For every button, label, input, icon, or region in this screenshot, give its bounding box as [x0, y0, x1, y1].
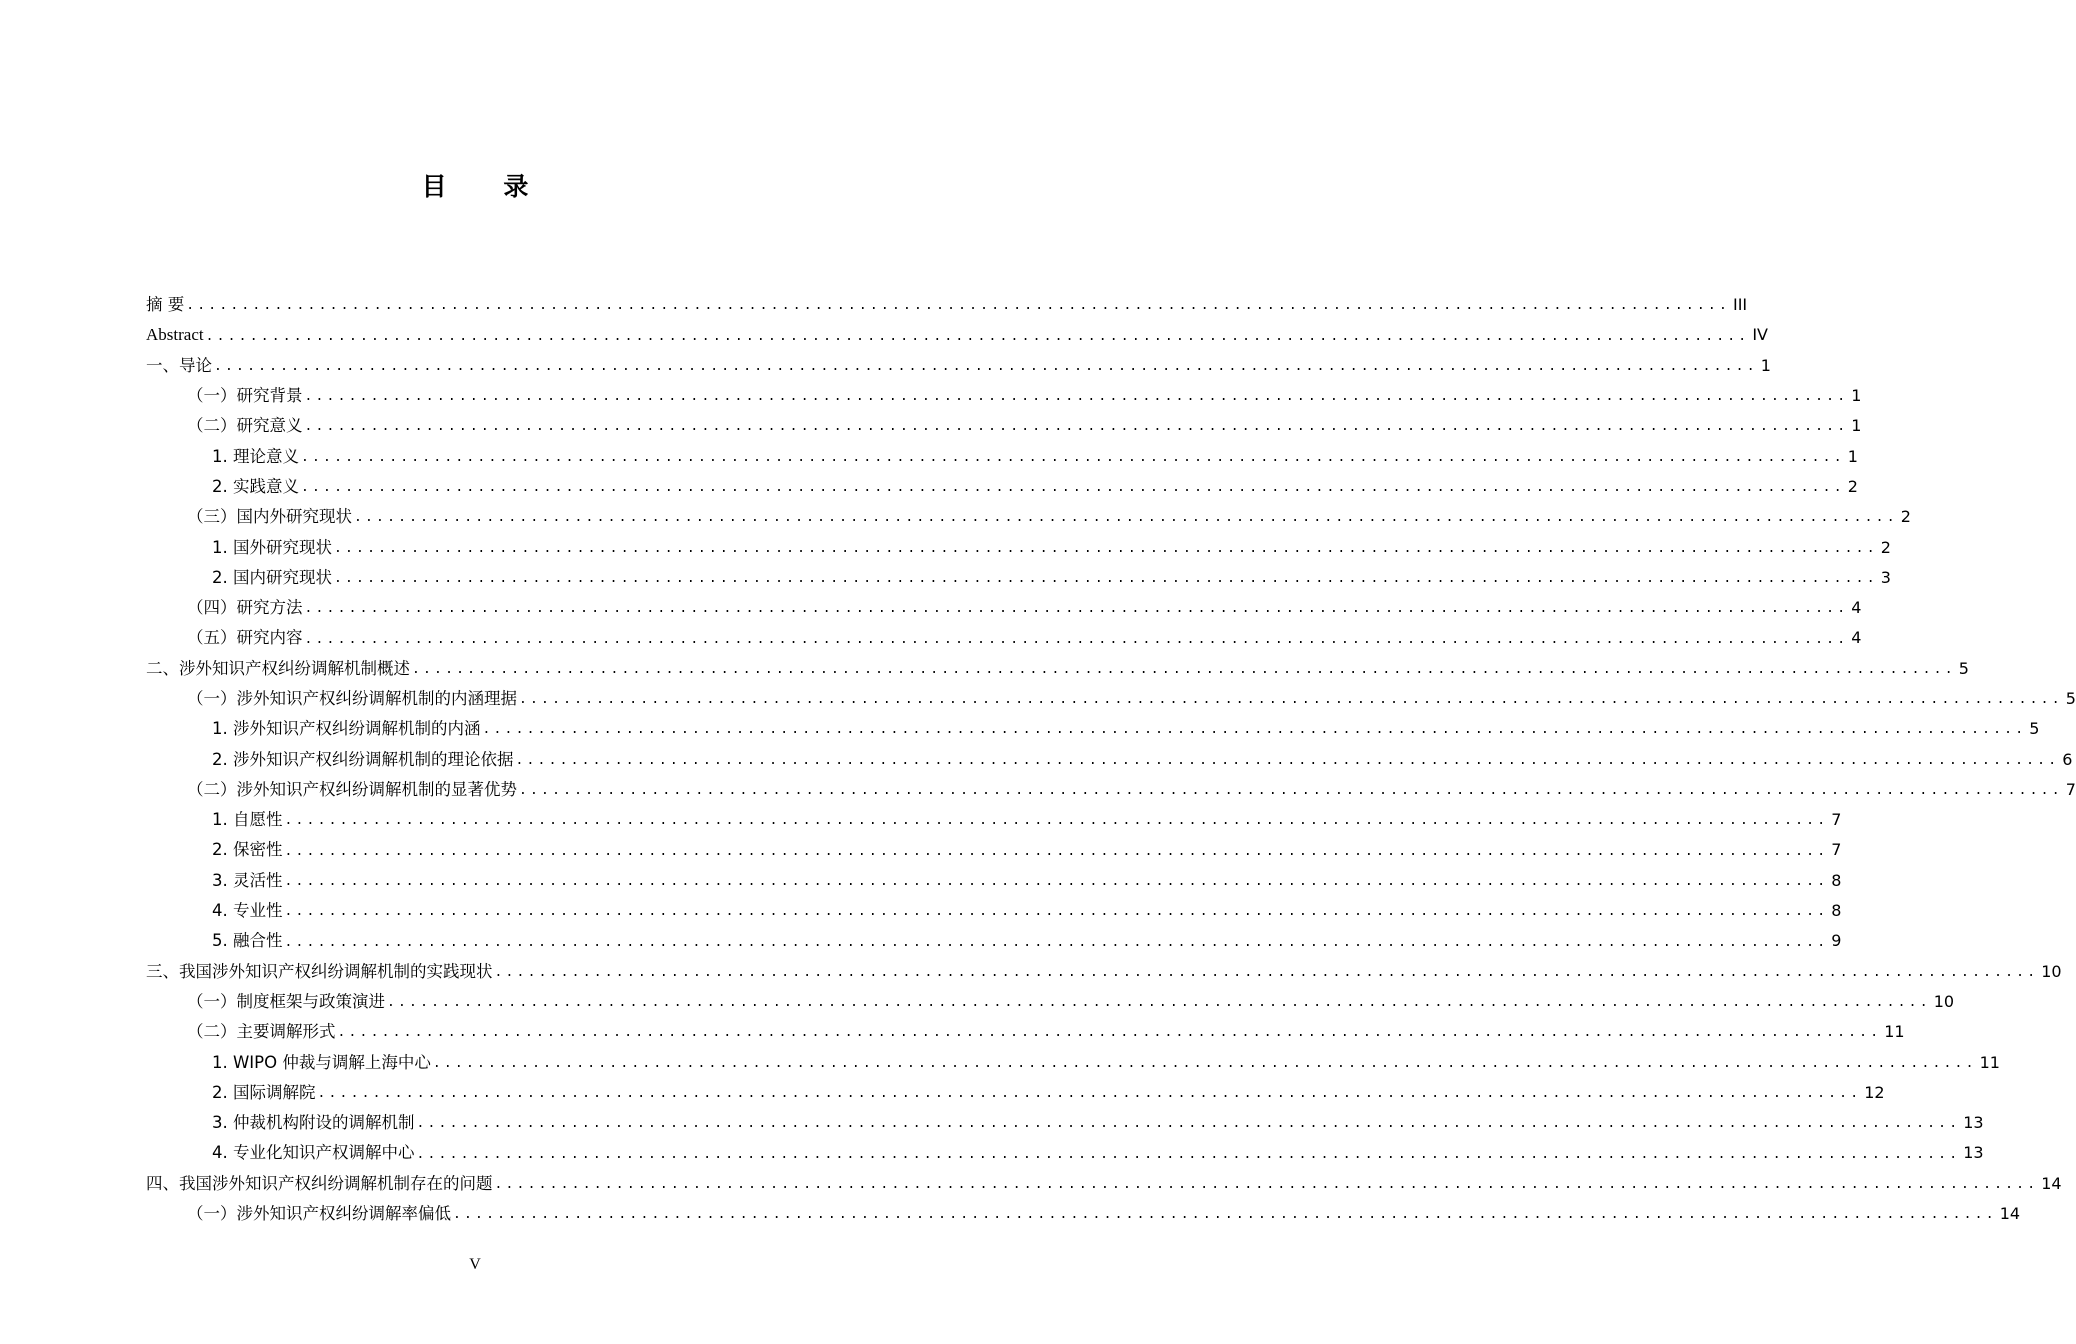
- toc-dot-leader: ............................................................................................................................................: [334, 570, 1878, 586]
- toc-dot-leader: ............................................................................................................................................: [317, 1086, 1862, 1102]
- toc-entry-title: 1. 理论意义: [212, 446, 299, 466]
- toc-entry-page: IV: [1752, 325, 1768, 345]
- toc-entry-page: 1: [1851, 416, 1862, 436]
- toc-entry-title: 4. 专业性: [212, 901, 283, 921]
- toc-entry-title: 1. 涉外知识产权纠纷调解机制的内涵: [212, 719, 481, 739]
- toc-dot-leader: ............................................................................................................................................: [186, 298, 1730, 314]
- toc-entry-page: 2: [1880, 537, 1891, 557]
- toc-entry[interactable]: [146, 290, 1748, 320]
- toc-dot-leader: ............................................................................................................................................: [284, 813, 1829, 829]
- toc-entry[interactable]: [146, 684, 2076, 714]
- toc-entry-page: 10: [2041, 961, 2062, 981]
- toc-entry[interactable]: [146, 563, 1891, 593]
- toc-entry[interactable]: [146, 623, 1862, 653]
- toc-entry-title: 2. 实践意义: [212, 476, 299, 496]
- toc-entry-page: 5: [1958, 658, 1969, 678]
- toc-entry-title: （五）研究内容: [187, 628, 303, 648]
- toc-entry-page: 8: [1831, 870, 1842, 890]
- toc-entry-title: （一）研究背景: [187, 386, 303, 406]
- page-title: 目 录: [421, 172, 553, 201]
- table-of-contents: [146, 290, 2076, 1229]
- toc-entry-title: 二、涉外知识产权纠纷调解机制概述: [146, 658, 410, 678]
- toc-entry[interactable]: [146, 1199, 2021, 1229]
- toc-dot-leader: ............................................................................................................................................: [354, 510, 1898, 526]
- toc-entry-page: 2: [1900, 507, 1911, 527]
- toc-dot-leader: ............................................................................................................................................: [284, 934, 1829, 950]
- toc-entry[interactable]: [146, 987, 1955, 1017]
- toc-dot-leader: ............................................................................................................................................: [432, 1055, 1977, 1071]
- toc-entry-page: 7: [1831, 810, 1842, 830]
- toc-entry[interactable]: [146, 926, 1842, 956]
- toc-entry-title: 四、我国涉外知识产权纠纷调解机制存在的问题: [146, 1173, 493, 1193]
- toc-entry[interactable]: [146, 1138, 1984, 1168]
- toc-entry-page: 3: [1880, 567, 1891, 587]
- toc-entry-page: 8: [1831, 901, 1842, 921]
- toc-entry-title: （三）国内外研究现状: [187, 507, 352, 527]
- toc-entry-title: （四）研究方法: [187, 598, 303, 618]
- toc-entry-title: 一、导论: [146, 355, 212, 375]
- page-number: V: [469, 1256, 481, 1273]
- toc-entry-title: 1. 国外研究现状: [212, 537, 332, 557]
- toc-dot-leader: ............................................................................................................................................: [301, 449, 1845, 465]
- toc-entry-page: 1: [1851, 386, 1862, 406]
- toc-dot-leader: ............................................................................................................................................: [515, 752, 2060, 768]
- toc-entry-page: 14: [1999, 1204, 2021, 1224]
- toc-entry-page: 13: [1963, 1113, 1984, 1133]
- toc-entry-page: 9: [1831, 931, 1842, 951]
- toc-entry-title: （一）涉外知识产权纠纷调解机制的内涵理据: [187, 689, 517, 708]
- toc-entry-title: （一）涉外知识产权纠纷调解率偏低: [187, 1204, 451, 1224]
- toc-entry[interactable]: [146, 1017, 1905, 1047]
- toc-dot-leader: ............................................................................................................................................: [301, 480, 1845, 496]
- toc-entry-page: 14: [2041, 1173, 2062, 1193]
- toc-entry-page: 4: [1851, 598, 1862, 618]
- toc-dot-leader: ............................................................................................................................................: [494, 1176, 2039, 1192]
- toc-entry-page: 1: [1847, 446, 1858, 466]
- toc-entry-title: 3. 仲裁机构附设的调解机制: [212, 1113, 415, 1133]
- toc-dot-leader: ............................................................................................................................................: [494, 964, 2039, 980]
- toc-entry[interactable]: [146, 714, 2040, 744]
- toc-entry-title: （二）涉外知识产权纠纷调解机制的显著优势: [187, 779, 517, 799]
- toc-dot-leader: ............................................................................................................................................: [416, 1116, 1961, 1132]
- toc-dot-leader: ............................................................................................................................................: [304, 631, 1849, 647]
- toc-entry[interactable]: [146, 866, 1842, 896]
- toc-dot-leader: ............................................................................................................................................: [304, 389, 1849, 405]
- toc-entry[interactable]: [146, 411, 1862, 441]
- toc-entry[interactable]: [146, 1047, 2000, 1077]
- toc-entry-title: 1. WIPO 仲裁与调解上海中心: [212, 1052, 431, 1072]
- toc-dot-leader: ............................................................................................................................................: [334, 540, 1878, 556]
- toc-entry[interactable]: [146, 441, 1858, 471]
- toc-entry[interactable]: [146, 1169, 2062, 1199]
- toc-entry[interactable]: [146, 320, 1768, 350]
- toc-entry-title: （二）主要调解形式: [187, 1022, 336, 1042]
- toc-entry-page: 13: [1963, 1143, 1984, 1163]
- toc-entry-page: 6: [2062, 749, 2073, 769]
- toc-dot-leader: ............................................................................................................................................: [284, 843, 1829, 859]
- toc-entry-page: 2: [1847, 476, 1858, 496]
- toc-entry[interactable]: [146, 1108, 1984, 1138]
- toc-entry[interactable]: [146, 835, 1842, 865]
- toc-dot-leader: ............................................................................................................................................: [412, 661, 1956, 677]
- toc-dot-leader: ............................................................................................................................................: [453, 1207, 1997, 1223]
- toc-dot-leader: ............................................................................................................................................: [304, 601, 1849, 617]
- toc-dot-leader: ............................................................................................................................................: [519, 692, 2063, 708]
- toc-dot-leader: ............................................................................................................................................: [519, 783, 2063, 799]
- toc-dot-leader: ............................................................................................................................................: [387, 995, 1931, 1011]
- toc-entry[interactable]: [146, 744, 2073, 774]
- toc-dot-leader: ............................................................................................................................................: [284, 873, 1829, 889]
- toc-entry-title: （一）制度框架与政策演进: [187, 991, 385, 1011]
- toc-entry-title: 5. 融合性: [212, 931, 283, 951]
- toc-dot-leader: ............................................................................................................................................: [304, 419, 1849, 435]
- toc-dot-leader: ............................................................................................................................................: [482, 722, 2027, 738]
- toc-dot-leader: ............................................................................................................................................: [214, 358, 1758, 374]
- toc-entry[interactable]: [146, 654, 1969, 684]
- toc-entry-page: 7: [1831, 840, 1842, 860]
- toc-dot-leader: ............................................................................................................................................: [337, 1025, 1882, 1041]
- toc-entry-title: 2. 国际调解院: [212, 1082, 316, 1102]
- toc-entry-title: 2. 国内研究现状: [212, 567, 332, 587]
- toc-entry-page: 11: [1884, 1022, 1905, 1042]
- toc-dot-leader: ............................................................................................................................................: [416, 1146, 1961, 1162]
- toc-entry-page: 11: [1979, 1052, 2000, 1072]
- toc-entry[interactable]: [146, 381, 1862, 411]
- toc-entry[interactable]: [146, 502, 1911, 532]
- toc-entry-page: 12: [1864, 1082, 1885, 1102]
- toc-dot-leader: ............................................................................................................................................: [284, 904, 1829, 920]
- toc-entry-title: 1. 自愿性: [212, 810, 283, 830]
- toc-entry[interactable]: [146, 1078, 1885, 1108]
- toc-entry[interactable]: [146, 805, 1842, 835]
- toc-entry[interactable]: [146, 472, 1858, 502]
- toc-entry-title: 摘 要: [146, 295, 185, 315]
- toc-entry-title: 2. 保密性: [212, 840, 283, 860]
- toc-entry-title: （二）研究意义: [187, 416, 303, 436]
- toc-entry-page: 1: [1760, 355, 1771, 375]
- toc-entry-title: 2. 涉外知识产权纠纷调解机制的理论依据: [212, 749, 514, 769]
- toc-entry-page: 5: [2065, 689, 2076, 708]
- toc-dot-leader: ............................................................................................................................................: [205, 328, 1750, 344]
- toc-entry-title: 4. 专业化知识产权调解中心: [212, 1143, 415, 1163]
- toc-entry[interactable]: [146, 351, 1771, 381]
- toc-entry[interactable]: [146, 775, 2076, 805]
- toc-entry[interactable]: [146, 957, 2062, 987]
- toc-entry-page: 7: [2065, 779, 2076, 799]
- toc-entry-page: III: [1732, 295, 1748, 315]
- toc-entry[interactable]: [146, 593, 1862, 623]
- toc-entry[interactable]: [146, 532, 1891, 562]
- toc-entry-page: 5: [2029, 719, 2040, 739]
- toc-entry-page: 4: [1851, 628, 1862, 648]
- toc-entry-title: 三、我国涉外知识产权纠纷调解机制的实践现状: [146, 961, 493, 981]
- toc-entry-page: 10: [1933, 991, 1955, 1011]
- toc-entry-title: 3. 灵活性: [212, 870, 283, 890]
- toc-entry[interactable]: [146, 896, 1842, 926]
- toc-entry-title: Abstract: [146, 325, 204, 345]
